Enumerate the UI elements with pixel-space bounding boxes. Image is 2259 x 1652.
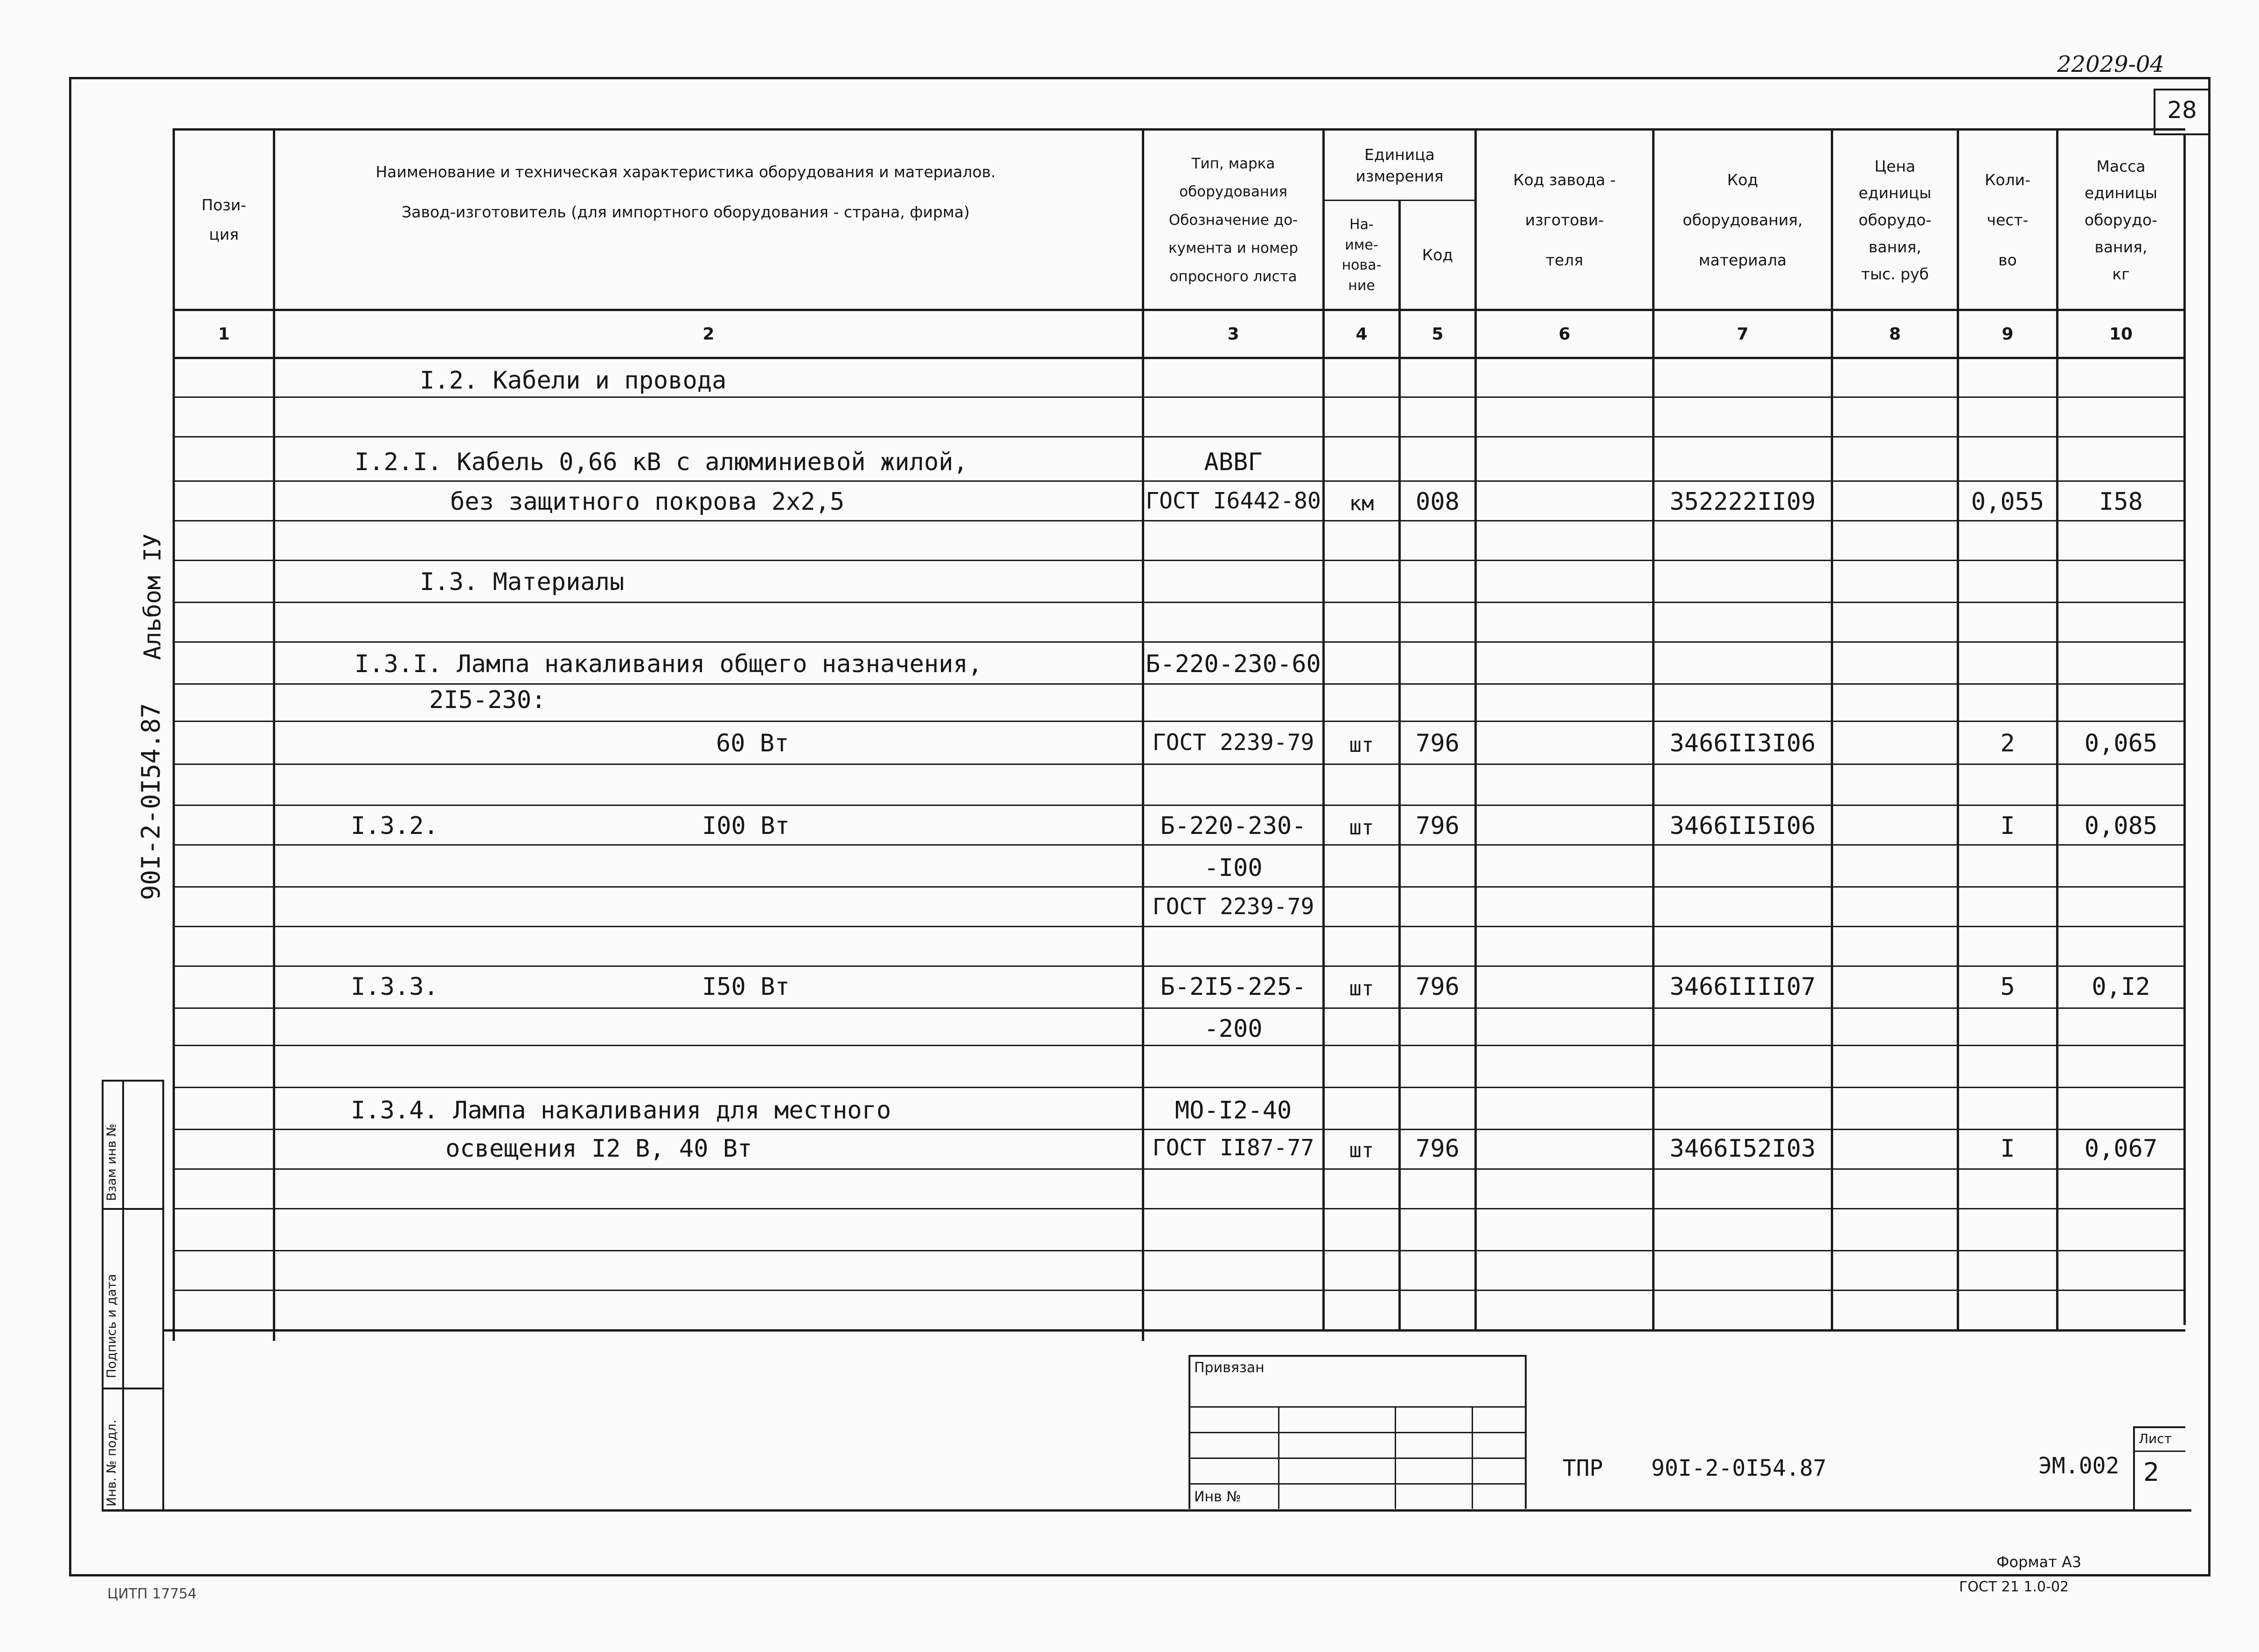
- row-lamp-general-name: I.3.I. Лампа накаливания общего назначения,: [354, 650, 983, 678]
- row-lamp-local-code: 3466I52I03: [1669, 1135, 1816, 1163]
- row-lamp-general-voltage: 2I5-230:: [429, 686, 546, 714]
- colnum-7: 7: [1737, 324, 1749, 344]
- row-lamp-150-qty: 5: [2000, 973, 2015, 1001]
- colnum-3: 3: [1227, 324, 1239, 344]
- album-label: Альбом IУ: [139, 534, 166, 660]
- row-cable-qty: 0,055: [1971, 488, 2044, 516]
- row-lamp-local-unit: шт: [1349, 1138, 1374, 1162]
- row-lamp-100-gost: ГОСТ 2239-79: [1152, 894, 1314, 920]
- row-cable-unit: км: [1349, 492, 1374, 515]
- table-row-section-materials: I.3. Материалы: [420, 568, 625, 596]
- row-lamp-60-qty: 2: [2000, 729, 2015, 757]
- row-cable-code: 352222II09: [1669, 488, 1816, 516]
- format-label: Формат А3: [1996, 1553, 2082, 1571]
- colnum-1: 1: [218, 324, 230, 344]
- row-cable-mass: I58: [2099, 488, 2143, 516]
- row-lamp-100-type-cont: -I00: [1204, 854, 1263, 882]
- row-lamp-100-pos: I.3.2.: [351, 812, 438, 840]
- table-row-section-cables: I.2. Кабели и провода: [420, 367, 727, 395]
- row-lamp-150-pos: I.3.3.: [351, 973, 438, 1001]
- header-unit-code: Код: [1422, 245, 1453, 264]
- row-lamp-60-gost: ГОСТ 2239-79: [1152, 729, 1314, 756]
- header-equipment-code: Код оборудования, материала: [1682, 171, 1803, 269]
- row-lamp-100-unit: шт: [1349, 816, 1374, 840]
- row-lamp-150-type: Б-2I5-225-: [1160, 973, 1307, 1001]
- row-lamp-150-name: I50 Вт: [702, 973, 790, 1001]
- colnum-9: 9: [2002, 324, 2014, 344]
- header-price: Цена единицы оборудо- вания, тыс. руб: [1858, 157, 1932, 283]
- row-cable-name-line2: без защитного покрова 2х2,5: [450, 488, 845, 516]
- project-label: ТПР: [1563, 1455, 1603, 1481]
- row-lamp-150-code: 3466IIII07: [1669, 973, 1816, 1001]
- sheet-code: ЭМ.002: [2038, 1453, 2120, 1479]
- row-lamp-local-unit-code: 796: [1416, 1135, 1460, 1163]
- top-corner-number: 22029-04: [2057, 51, 2164, 77]
- stamp-label-vzam: Взам инв №: [104, 1123, 119, 1201]
- row-lamp-local-type: МО-I2-40: [1175, 1097, 1292, 1124]
- header-mass: Масса единицы оборудо- вания, кг: [2084, 157, 2158, 283]
- row-lamp-local-gost: ГОСТ II87-77: [1152, 1135, 1314, 1161]
- row-cable-type: АВВГ: [1204, 448, 1263, 476]
- sheet-number: 2: [2143, 1458, 2160, 1487]
- row-lamp-150-type-cont: -200: [1204, 1015, 1263, 1043]
- colnum-5: 5: [1432, 324, 1444, 344]
- left-footer-mark: ЦИТП 17754: [107, 1586, 197, 1602]
- row-lamp-60-code: 3466II3I06: [1669, 729, 1816, 757]
- row-lamp-100-name: I00 Вт: [702, 812, 790, 840]
- sheet-label: Лист: [2139, 1431, 2172, 1446]
- header-unit-group: Единица измерения: [1355, 145, 1444, 185]
- row-cable-gost: ГОСТ I6442-80: [1146, 488, 1321, 514]
- row-lamp-100-code: 3466II5I06: [1669, 812, 1816, 840]
- stamp-label-inv-podl: Инв. № подл.: [104, 1419, 119, 1506]
- row-lamp-60-unit: шт: [1349, 733, 1374, 757]
- row-lamp-150-unit: шт: [1349, 977, 1374, 1000]
- row-lamp-100-type: Б-220-230-: [1160, 812, 1307, 840]
- header-position: Пози- ция: [202, 196, 246, 243]
- colnum-2: 2: [702, 324, 715, 344]
- row-lamp-100-unit-code: 796: [1416, 812, 1460, 840]
- row-lamp-local-mass: 0,067: [2084, 1135, 2158, 1163]
- row-lamp-60-unit-code: 796: [1416, 729, 1460, 757]
- row-lamp-60-name: 60 Вт: [716, 729, 789, 757]
- header-plant-code: Код завода - изготови- теля: [1513, 171, 1616, 269]
- project-code: 90I-2-0I54.87: [1651, 1455, 1827, 1481]
- colnum-4: 4: [1355, 324, 1368, 344]
- row-lamp-local-qty: I: [2000, 1135, 2015, 1163]
- row-cable-unit-code: 008: [1416, 488, 1460, 516]
- row-lamp-local-name: I.3.4. Лампа накаливания для местного: [351, 1097, 891, 1124]
- standard-label: ГОСТ 21 1.0-02: [1959, 1579, 2069, 1595]
- row-lamp-100-mass: 0,085: [2084, 812, 2158, 840]
- header-name: Наименование и техническая характеристика оборудования и материалов. Завод-изготовитель (для импортного оборудования - страна, фирма): [375, 163, 996, 221]
- colnum-6: 6: [1558, 324, 1571, 344]
- row-lamp-60-mass: 0,065: [2084, 729, 2158, 757]
- page-number: 28: [2167, 97, 2197, 124]
- row-lamp-150-unit-code: 796: [1416, 973, 1460, 1001]
- row-lamp-100-qty: I: [2000, 812, 2015, 840]
- stamp-label-signature: Подпись и дата: [104, 1274, 119, 1378]
- header-type: Тип, марка оборудования Обозначение до- кумента и номер опросного листа: [1168, 155, 1299, 285]
- row-lamp-150-mass: 0,I2: [2092, 973, 2150, 1001]
- header-quantity: Коли- чест- во: [1984, 171, 2031, 269]
- inv-no-label: Инв №: [1194, 1489, 1241, 1505]
- colnum-10: 10: [2109, 324, 2133, 344]
- left-doc-number: 90I-2-0I54.87: [136, 703, 166, 900]
- row-cable-name-line1: I.2.I. Кабель 0,66 кВ с алюминиевой жилой,: [354, 448, 968, 476]
- row-lamp-general-type: Б-220-230-60: [1146, 650, 1321, 678]
- header-unit-name: На- име- нова- ние: [1341, 216, 1382, 294]
- colnum-8: 8: [1889, 324, 1901, 344]
- privyazan-label: Привязан: [1194, 1360, 1265, 1376]
- row-lamp-local-desc: освещения I2 В, 40 Вт: [445, 1135, 752, 1163]
